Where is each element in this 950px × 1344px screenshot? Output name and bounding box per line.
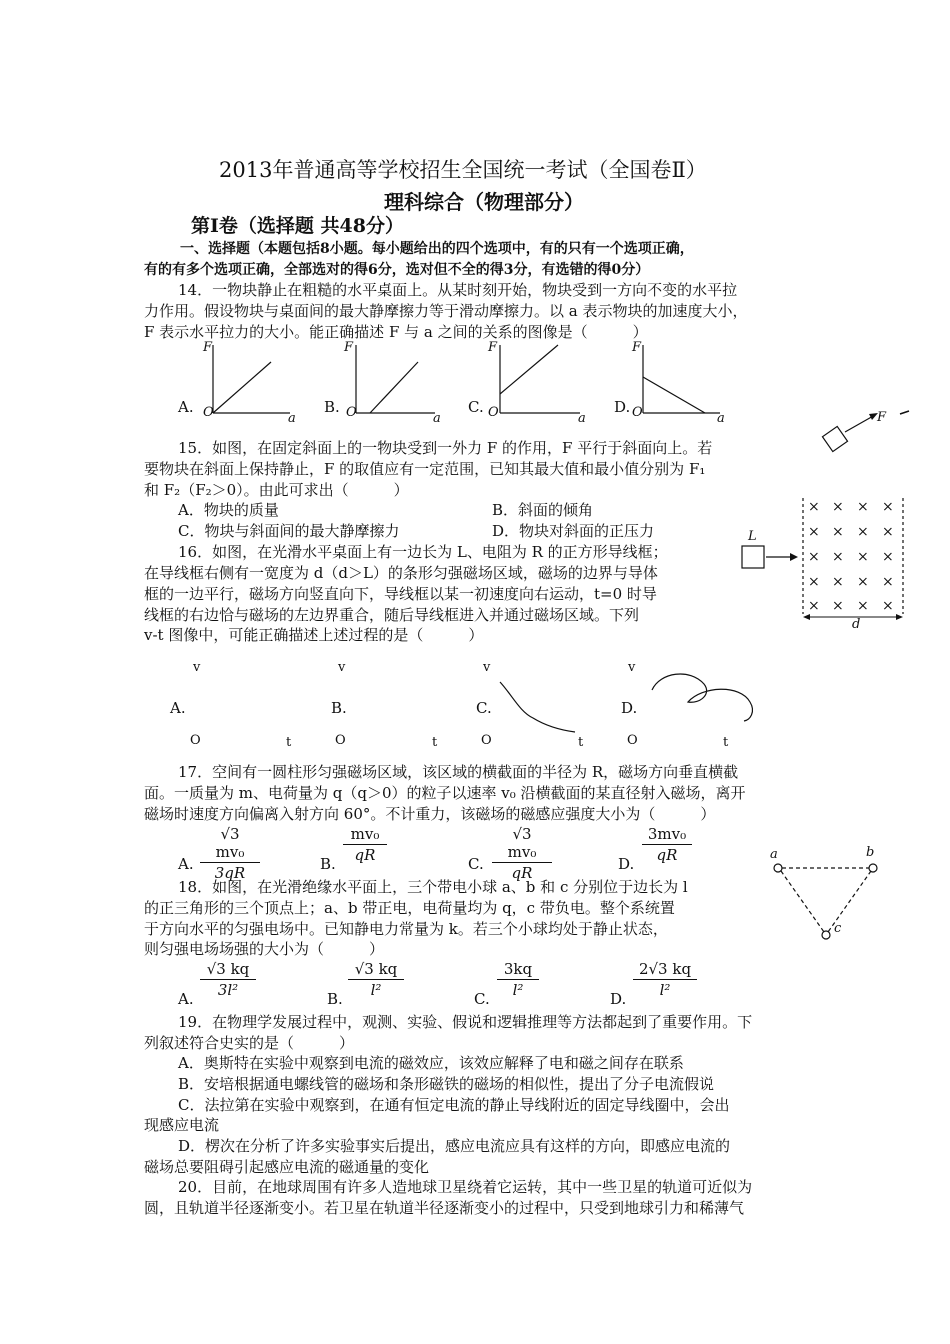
svg-text:×: ×: [882, 598, 894, 614]
q19-option-a: A．奥斯特在实验中观察到电流的磁效应，该效应解释了电和磁之间存在联系: [178, 1054, 684, 1072]
q17-option-a-fraction: $\frac{\text{√3 mv₀}}{3qR}$: [200, 825, 260, 882]
instructions-line2: 有的有多个选项正确，全部选对的得6分，选对但不全的得3分，有选错的得0分）: [144, 262, 650, 278]
q17-option-b-fraction: $\frac{\text{mv₀}}{qR}$: [343, 825, 387, 864]
svg-text:c: c: [834, 921, 842, 936]
exam-title: 2013年普通高等学校招生全国统一考试（全国卷Ⅱ）: [219, 158, 707, 182]
q17-line1: 17．空间有一圆柱形匀强磁场区域，该区域的横截面的半径为 R，磁场方向垂直横截: [178, 763, 739, 781]
q15-line3: 和 F₂（F₂＞0）。由此可求出（ ）: [144, 481, 409, 499]
charge-c: [822, 931, 830, 939]
svg-text:C.: C.: [468, 398, 484, 416]
q16-figure: [742, 498, 903, 632]
q18-option-a-label: A.: [178, 990, 194, 1008]
q18-option-b-label: B.: [327, 990, 343, 1008]
q16-graphs: [169, 660, 752, 750]
svg-text:×: ×: [808, 549, 820, 565]
q14-graph-a-line: [213, 362, 271, 413]
svg-text:O: O: [203, 405, 214, 420]
q16-line2: 在导线框右侧有一宽度为 d（d＞L）的条形匀强磁场区域，磁场的边界与导体: [144, 564, 658, 582]
svg-text:×: ×: [832, 598, 844, 614]
svg-text:d: d: [852, 617, 861, 632]
svg-text:O: O: [481, 733, 492, 748]
q15-line2: 要物块在斜面上保持静止，F 的取值应有一定范围，已知其最大值和最小值分别为 F₁: [144, 460, 706, 478]
q16-graph-a: [169, 660, 292, 750]
svg-text:O: O: [627, 733, 638, 748]
svg-text:B.: B.: [331, 699, 347, 717]
svg-text:×: ×: [808, 598, 820, 614]
q16-graph-d-curve: [652, 674, 752, 721]
q18-option-d-fraction: $\frac{2√3 kq}{\text{l²}}$: [633, 960, 697, 999]
svg-text:F: F: [877, 410, 887, 425]
svg-text:L: L: [748, 529, 757, 544]
svg-text:b: b: [866, 845, 875, 860]
q14-line3: F 表示水平拉力的大小。能正确描述 F 与 a 之间的关系的图像是（ ）: [144, 323, 648, 341]
wire-loop: [742, 546, 764, 568]
q16-line1: 16．如图，在光滑水平桌面上有一边长为 L、电阻为 R 的正方形导线框；: [178, 543, 668, 561]
q19-line2: 列叙述符合史实的是（ ）: [144, 1034, 355, 1052]
q18-option-c-label: C.: [474, 990, 490, 1008]
q18-line1: 18．如图，在光滑绝缘水平面上，三个带电小球 a、b 和 c 分别位于边长为 l: [178, 878, 688, 896]
q20-line2: 圆，且轨道半径逐渐变小。若卫星在轨道半径逐渐变小的过程中，只受到地球引力和稀薄气: [144, 1199, 745, 1217]
svg-text:v: v: [483, 660, 491, 675]
q16-line5: v-t 图像中，可能正确描述上述过程的是（ ）: [144, 626, 484, 644]
q16-line3: 框的一边平行，磁场方向竖直向下，导线框以某一初速度向右运动，t=0 时导: [144, 585, 657, 603]
q17-line3: 磁场时速度方向偏离入射方向 60°。不计重力，该磁场的磁感应强度大小为（ ）: [144, 805, 716, 823]
svg-text:C.: C.: [476, 699, 492, 717]
charge-b: [869, 864, 877, 872]
q15-option-c: C．物块与斜面间的最大静摩擦力: [178, 522, 400, 540]
svg-text:×: ×: [882, 499, 894, 515]
q17-option-c-fraction: $\frac{\text{√3 mv₀}}{qR}$: [492, 825, 552, 882]
svg-text:v: v: [193, 660, 201, 675]
q14-graph-a: [177, 340, 296, 426]
q19-line1: 19．在物理学发展过程中，观测、实验、假说和逻辑推理等方法都起到了重要作用。下: [178, 1013, 753, 1031]
q16-graph-b: [331, 660, 438, 750]
section-title: 第Ⅰ卷（选择题 共48分）: [191, 215, 404, 237]
svg-text:×: ×: [808, 499, 820, 515]
q16-graph-d: [621, 660, 752, 750]
charge-a: [774, 864, 782, 872]
svg-text:B.: B.: [324, 398, 340, 416]
svg-text:F: F: [488, 340, 498, 355]
q18-option-c-fraction: $\frac{3kq}{\text{l²}}$: [497, 960, 539, 999]
q14-graph-d: [614, 340, 725, 426]
svg-text:×: ×: [882, 524, 894, 540]
svg-text:a: a: [717, 411, 725, 426]
svg-text:×: ×: [882, 549, 894, 565]
q19-option-c-line2: 现感应电流: [144, 1116, 220, 1134]
q17-option-c-label: C.: [468, 855, 484, 873]
q19-option-c-line1: C．法拉第在实验中观察到，在通有恒定电流的静止导线附近的固定导线圈中，会出: [178, 1096, 730, 1114]
svg-text:×: ×: [857, 524, 869, 540]
svg-text:F: F: [632, 340, 642, 355]
q17-option-d-fraction: $\frac{\text{3mv₀}}{qR}$: [642, 825, 692, 864]
q18-line2: 的正三角形的三个顶点上；a、b 带正电，电荷量均为 q，c 带负电。整个系统置: [144, 899, 675, 917]
q17-option-a-label: A.: [178, 855, 194, 873]
svg-text:×: ×: [832, 499, 844, 515]
magnetic-field-crosses: [808, 499, 894, 614]
svg-text:O: O: [488, 405, 499, 420]
q14-graph-c: [468, 340, 586, 426]
svg-text:A.: A.: [170, 699, 186, 717]
svg-text:A.: A.: [178, 398, 194, 416]
q18-line4: 则匀强电场场强的大小为（ ）: [144, 940, 385, 958]
q19-option-d-line2: 磁场总要阻碍引起感应电流的磁通量的变化: [144, 1158, 430, 1176]
q14-graph-d-line: [643, 377, 705, 413]
q14-graph-b-line: [370, 362, 418, 413]
q19-option-b: B．安培根据通电螺线管的磁场和条形磁铁的磁场的相似性，提出了分子电流假说: [178, 1075, 715, 1093]
q15-figure: [822, 410, 909, 452]
q18-option-b-fraction: $\frac{√3 kq}{\text{l²}}$: [348, 960, 404, 999]
q16-graph-c: [476, 660, 584, 750]
svg-text:t: t: [286, 735, 292, 750]
svg-text:×: ×: [808, 524, 820, 540]
q17-option-b-label: B.: [320, 855, 336, 873]
svg-text:a: a: [578, 411, 586, 426]
svg-text:×: ×: [808, 574, 820, 590]
svg-text:a: a: [770, 847, 778, 862]
svg-text:×: ×: [832, 574, 844, 590]
svg-text:×: ×: [832, 549, 844, 565]
svg-text:O: O: [190, 733, 201, 748]
q14-line2: 力作用。假设物块与桌面间的最大静摩擦力等于滑动摩擦力。以 a 表示物块的加速度大小，: [144, 302, 748, 320]
q15-option-a: A．物块的质量: [178, 501, 279, 519]
svg-text:a: a: [433, 411, 441, 426]
svg-text:t: t: [723, 735, 729, 750]
svg-text:×: ×: [882, 574, 894, 590]
q19-option-d-line1: D．楞次在分析了许多实验事实后提出，感应电流应具有这样的方向，即感应电流的: [178, 1137, 731, 1155]
svg-text:×: ×: [832, 524, 844, 540]
q15-option-d: D．物块对斜面的正压力: [492, 522, 655, 540]
q20-line1: 20．目前，在地球周围有许多人造地球卫星绕着它运转，其中一些卫星的轨道可近似为: [178, 1178, 753, 1196]
svg-text:D.: D.: [621, 699, 638, 717]
q15-option-b: B．斜面的倾角: [492, 501, 594, 519]
q18-figure: [770, 845, 877, 939]
svg-text:O: O: [346, 405, 357, 420]
q14-line1: 14．一物块静止在粗糙的水平桌面上。从某时刻开始，物块受到一方向不变的水平拉: [178, 281, 738, 299]
q18-line3: 于方向水平的匀强电场中。已知静电力常量为 k。若三个小球均处于静止状态，: [144, 920, 668, 938]
q14-graph-c-line: [500, 345, 558, 394]
svg-text:a: a: [288, 411, 296, 426]
q17-option-d-label: D.: [618, 855, 635, 873]
svg-text:×: ×: [857, 499, 869, 515]
svg-text:×: ×: [857, 549, 869, 565]
q15-line1: 15．如图，在固定斜面上的一物块受到一外力 F 的作用，F 平行于斜面向上。若: [178, 439, 713, 457]
svg-text:t: t: [578, 735, 584, 750]
q16-graph-c-curve: [500, 682, 575, 732]
q18-option-a-fraction: $\frac{√3 kq}{\text{3l²}}$: [200, 960, 256, 999]
svg-text:F: F: [203, 340, 213, 355]
q16-line4: 线框的右边恰与磁场的左边界重合，随后导线框进入并通过磁场区域。下列: [144, 606, 640, 624]
instructions-line1: 一、选择题（本题包括8小题。每小题给出的四个选项中，有的只有一个选项正确，: [180, 241, 694, 257]
svg-text:t: t: [432, 735, 438, 750]
svg-text:F: F: [344, 340, 354, 355]
q17-line2: 面。一质量为 m、电荷量为 q（q＞0）的粒子以速率 v₀ 沿横截面的某直径射入磁场，离开: [144, 784, 746, 802]
svg-text:×: ×: [857, 574, 869, 590]
svg-text:×: ×: [857, 598, 869, 614]
q18-option-d-label: D.: [610, 990, 627, 1008]
svg-text:O: O: [632, 405, 643, 420]
svg-text:D.: D.: [614, 398, 631, 416]
q14-graph-b: [324, 340, 441, 426]
exam-subtitle: 理科综合（物理部分）: [384, 190, 584, 214]
svg-text:O: O: [335, 733, 346, 748]
svg-text:v: v: [338, 660, 346, 675]
svg-text:v: v: [628, 660, 636, 675]
